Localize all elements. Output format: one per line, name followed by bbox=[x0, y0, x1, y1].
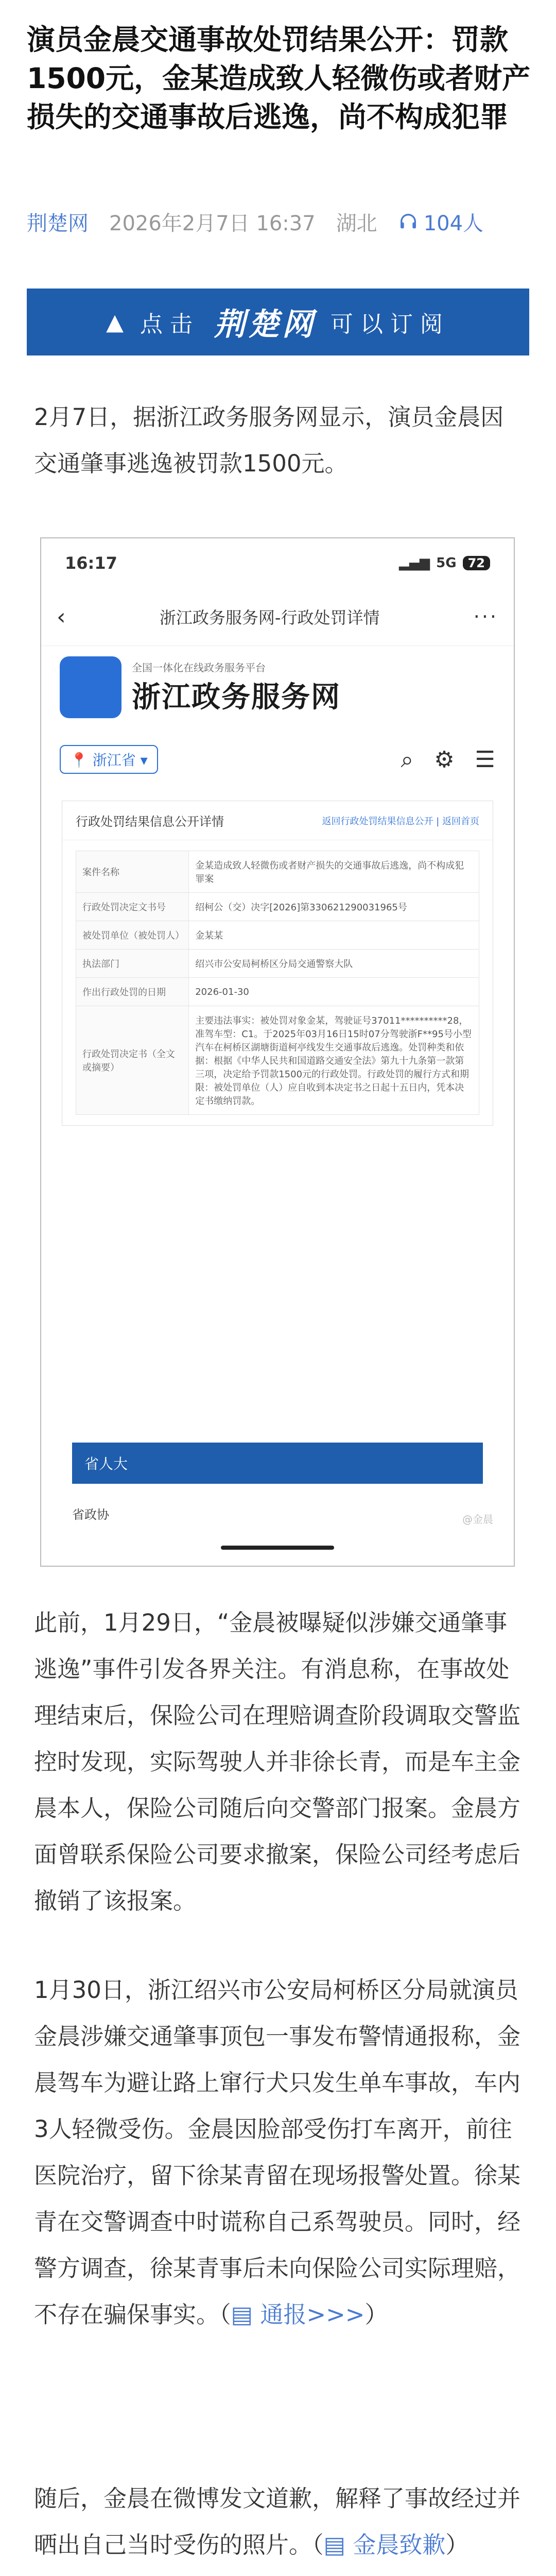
menu-icon: ☰ bbox=[475, 746, 495, 773]
province-row: 省政协 bbox=[72, 1507, 109, 1522]
table-row bbox=[76, 1006, 479, 1115]
table-row bbox=[76, 978, 479, 1006]
table-row bbox=[76, 893, 479, 921]
source-link[interactable]: 荆楚网 bbox=[27, 211, 89, 235]
apology-link-label: 金晨致歉 bbox=[353, 2531, 446, 2558]
article-meta bbox=[27, 209, 483, 234]
row-value: 绍柯公（交）决字[2026]第330621290031965号 bbox=[189, 893, 479, 921]
status-time: 16:17 bbox=[65, 553, 117, 573]
listen-button[interactable] bbox=[398, 207, 483, 236]
paragraph-1: 2月7日，据浙江政务服务网显示，演员金晨因交通肇事逃逸被罚款1500元。 bbox=[34, 403, 504, 477]
row-key: 执法部门 bbox=[76, 950, 189, 978]
row-value: 主要违法事实：被处罚对象金某，驾驶证号37011**********28，准驾车型：C1。于2025年03月16日15时07分驾驶浙F**95号小型汽车在柯桥区湖塘街道柯亭线发生交通事故后逃逸。处罚种类和依据：根据《中华人民共和国道路交通安全法》第九十九条第一款第三项，决定给予罚款1500元的行政处罚。行政处罚的履行方式和期限：被处罚单位（人）应自收到本决定书之日起十五日内，凭本决定书缴纳罚款。 bbox=[189, 1006, 479, 1115]
paragraph-4: 随后，金晨在微博发文道歉，解释了事故经过并晒出自己当时受伤的照片。（▤ 金晨致歉） bbox=[34, 2485, 521, 2558]
watermark: @金晨 bbox=[462, 1513, 493, 1526]
pointer-icon: ▲ bbox=[106, 309, 131, 335]
row-key: 被处罚单位（被处罚人） bbox=[76, 921, 189, 950]
subscribe-banner[interactable] bbox=[27, 289, 529, 355]
row-key: 作出行政处罚的日期 bbox=[76, 978, 189, 1006]
province-bar: 省人大 bbox=[72, 1443, 483, 1484]
phone-navbar bbox=[41, 588, 514, 646]
row-value: 金某造成致人轻微伤或者财产损失的交通事故后逃逸，尚不构成犯罪案 bbox=[189, 851, 479, 893]
apology-link[interactable]: ▤ 金晨致歉 bbox=[323, 2531, 446, 2558]
signal-icon: ▂▄▆ bbox=[399, 555, 430, 571]
headphones-icon bbox=[398, 211, 419, 232]
site-brand bbox=[41, 646, 514, 728]
panel-links: 返回行政处罚结果信息公开 | 返回首页 bbox=[322, 816, 479, 827]
publish-time: 2026年2月7日 16:37 bbox=[109, 211, 316, 235]
article-headline: 演员金晨交通事故处罚结果公开：罚款1500元，金某造成致人轻微伤或者财产损失的交通事故后逃逸，尚不构成犯罪 bbox=[27, 23, 531, 133]
paragraph-2: 此前，1月29日，“金晨被曝疑似涉嫌交通肇事逃逸”事件引发各界关注。有消息称，在事故处理结束后，保险公司在理赔调查阶段调取交警监控时发现，实际驾驶人并非徐长青，而是车主金晨本人，保险公司随后向交警部门报案。金晨方面曾联系保险公司要求撤案，保险公司经考虑后撤销了该报案。 bbox=[34, 1609, 521, 1914]
nav-title: 浙江政务服务网-行政处罚详情 bbox=[159, 608, 380, 628]
more-icon: ··· bbox=[473, 605, 498, 628]
region-selector: 📍 浙江省 ▾ bbox=[60, 745, 158, 774]
search-icon: ⌕ bbox=[401, 746, 414, 773]
row-key: 行政处罚决定书（全文或摘要） bbox=[76, 1006, 189, 1115]
paragraph-3-text: 1月30日，浙江绍兴市公安局柯桥区分局就演员金晨涉嫌交通肇事顶包一事发布警情通报称，金晨驾车为避让路上窜行犬只发生单车事故，车内3人轻微受伤。金晨因脸部受伤打车离开，前往医院治疗，留下徐某青留在现场报警处置。徐某青在交警调查中时谎称自己系驾驶员。同时，经警方调查，徐某青事后未向保险公司实际理赔，不存在骗保事实。 bbox=[34, 1976, 521, 2328]
brand-title: 浙江政务服务网 bbox=[132, 680, 341, 714]
settings-icon: ⚙ bbox=[434, 746, 455, 773]
paragraph-4-text: 随后，金晨在微博发文道歉，解释了事故经过并晒出自己当时受伤的照片。 bbox=[34, 2485, 521, 2558]
row-value: 金某某 bbox=[189, 921, 479, 950]
battery-level: 72 bbox=[463, 556, 490, 570]
network-type: 5G bbox=[436, 555, 457, 571]
paragraph-3: 1月30日，浙江绍兴市公安局柯桥区分局就演员金晨涉嫌交通肇事顶包一事发布警情通报称，金晨驾车为避让路上窜行犬只发生单车事故，车内3人轻微受伤。金晨因脸部受伤打车离开，前往医院治疗，留下徐某青留在现场报警处置。徐某青在交警调查中时谎称自己系驾驶员。同时，经警方调查，徐某青事后未向保险公司实际理赔，不存在骗保事实。（▤ 通报>>>） bbox=[34, 1976, 521, 2328]
notice-link-label: 通报>>> bbox=[260, 2301, 365, 2328]
row-value: 绍兴市公安局柯桥区分局交通警察大队 bbox=[189, 950, 479, 978]
detail-table bbox=[76, 851, 479, 1115]
banner-logo: 荆楚网 bbox=[214, 307, 316, 343]
table-row bbox=[76, 950, 479, 978]
site-emblem-icon bbox=[60, 656, 121, 718]
row-value: 2026-01-30 bbox=[189, 978, 479, 1006]
table-row bbox=[76, 851, 479, 893]
detail-panel bbox=[62, 801, 493, 1126]
table-row bbox=[76, 921, 479, 950]
publish-location: 湖北 bbox=[336, 211, 377, 235]
row-key: 案件名称 bbox=[76, 851, 189, 893]
brand-subtitle: 全国一体化在线政务服务平台 bbox=[132, 661, 266, 674]
region-label: 浙江省 bbox=[92, 752, 136, 769]
back-icon: ‹ bbox=[57, 603, 66, 630]
home-indicator bbox=[221, 1546, 334, 1550]
site-toolbar bbox=[41, 728, 514, 790]
embedded-screenshot bbox=[40, 537, 515, 1567]
banner-prefix: 点击 bbox=[140, 311, 200, 337]
phone-status-bar bbox=[41, 538, 514, 588]
banner-suffix: 可以订阅 bbox=[330, 311, 450, 337]
notice-link[interactable]: ▤ 通报>>> bbox=[231, 2301, 365, 2328]
listen-count: 104人 bbox=[423, 211, 484, 235]
row-key: 行政处罚决定文书号 bbox=[76, 893, 189, 921]
panel-title: 行政处罚结果信息公开详情 bbox=[76, 815, 224, 829]
